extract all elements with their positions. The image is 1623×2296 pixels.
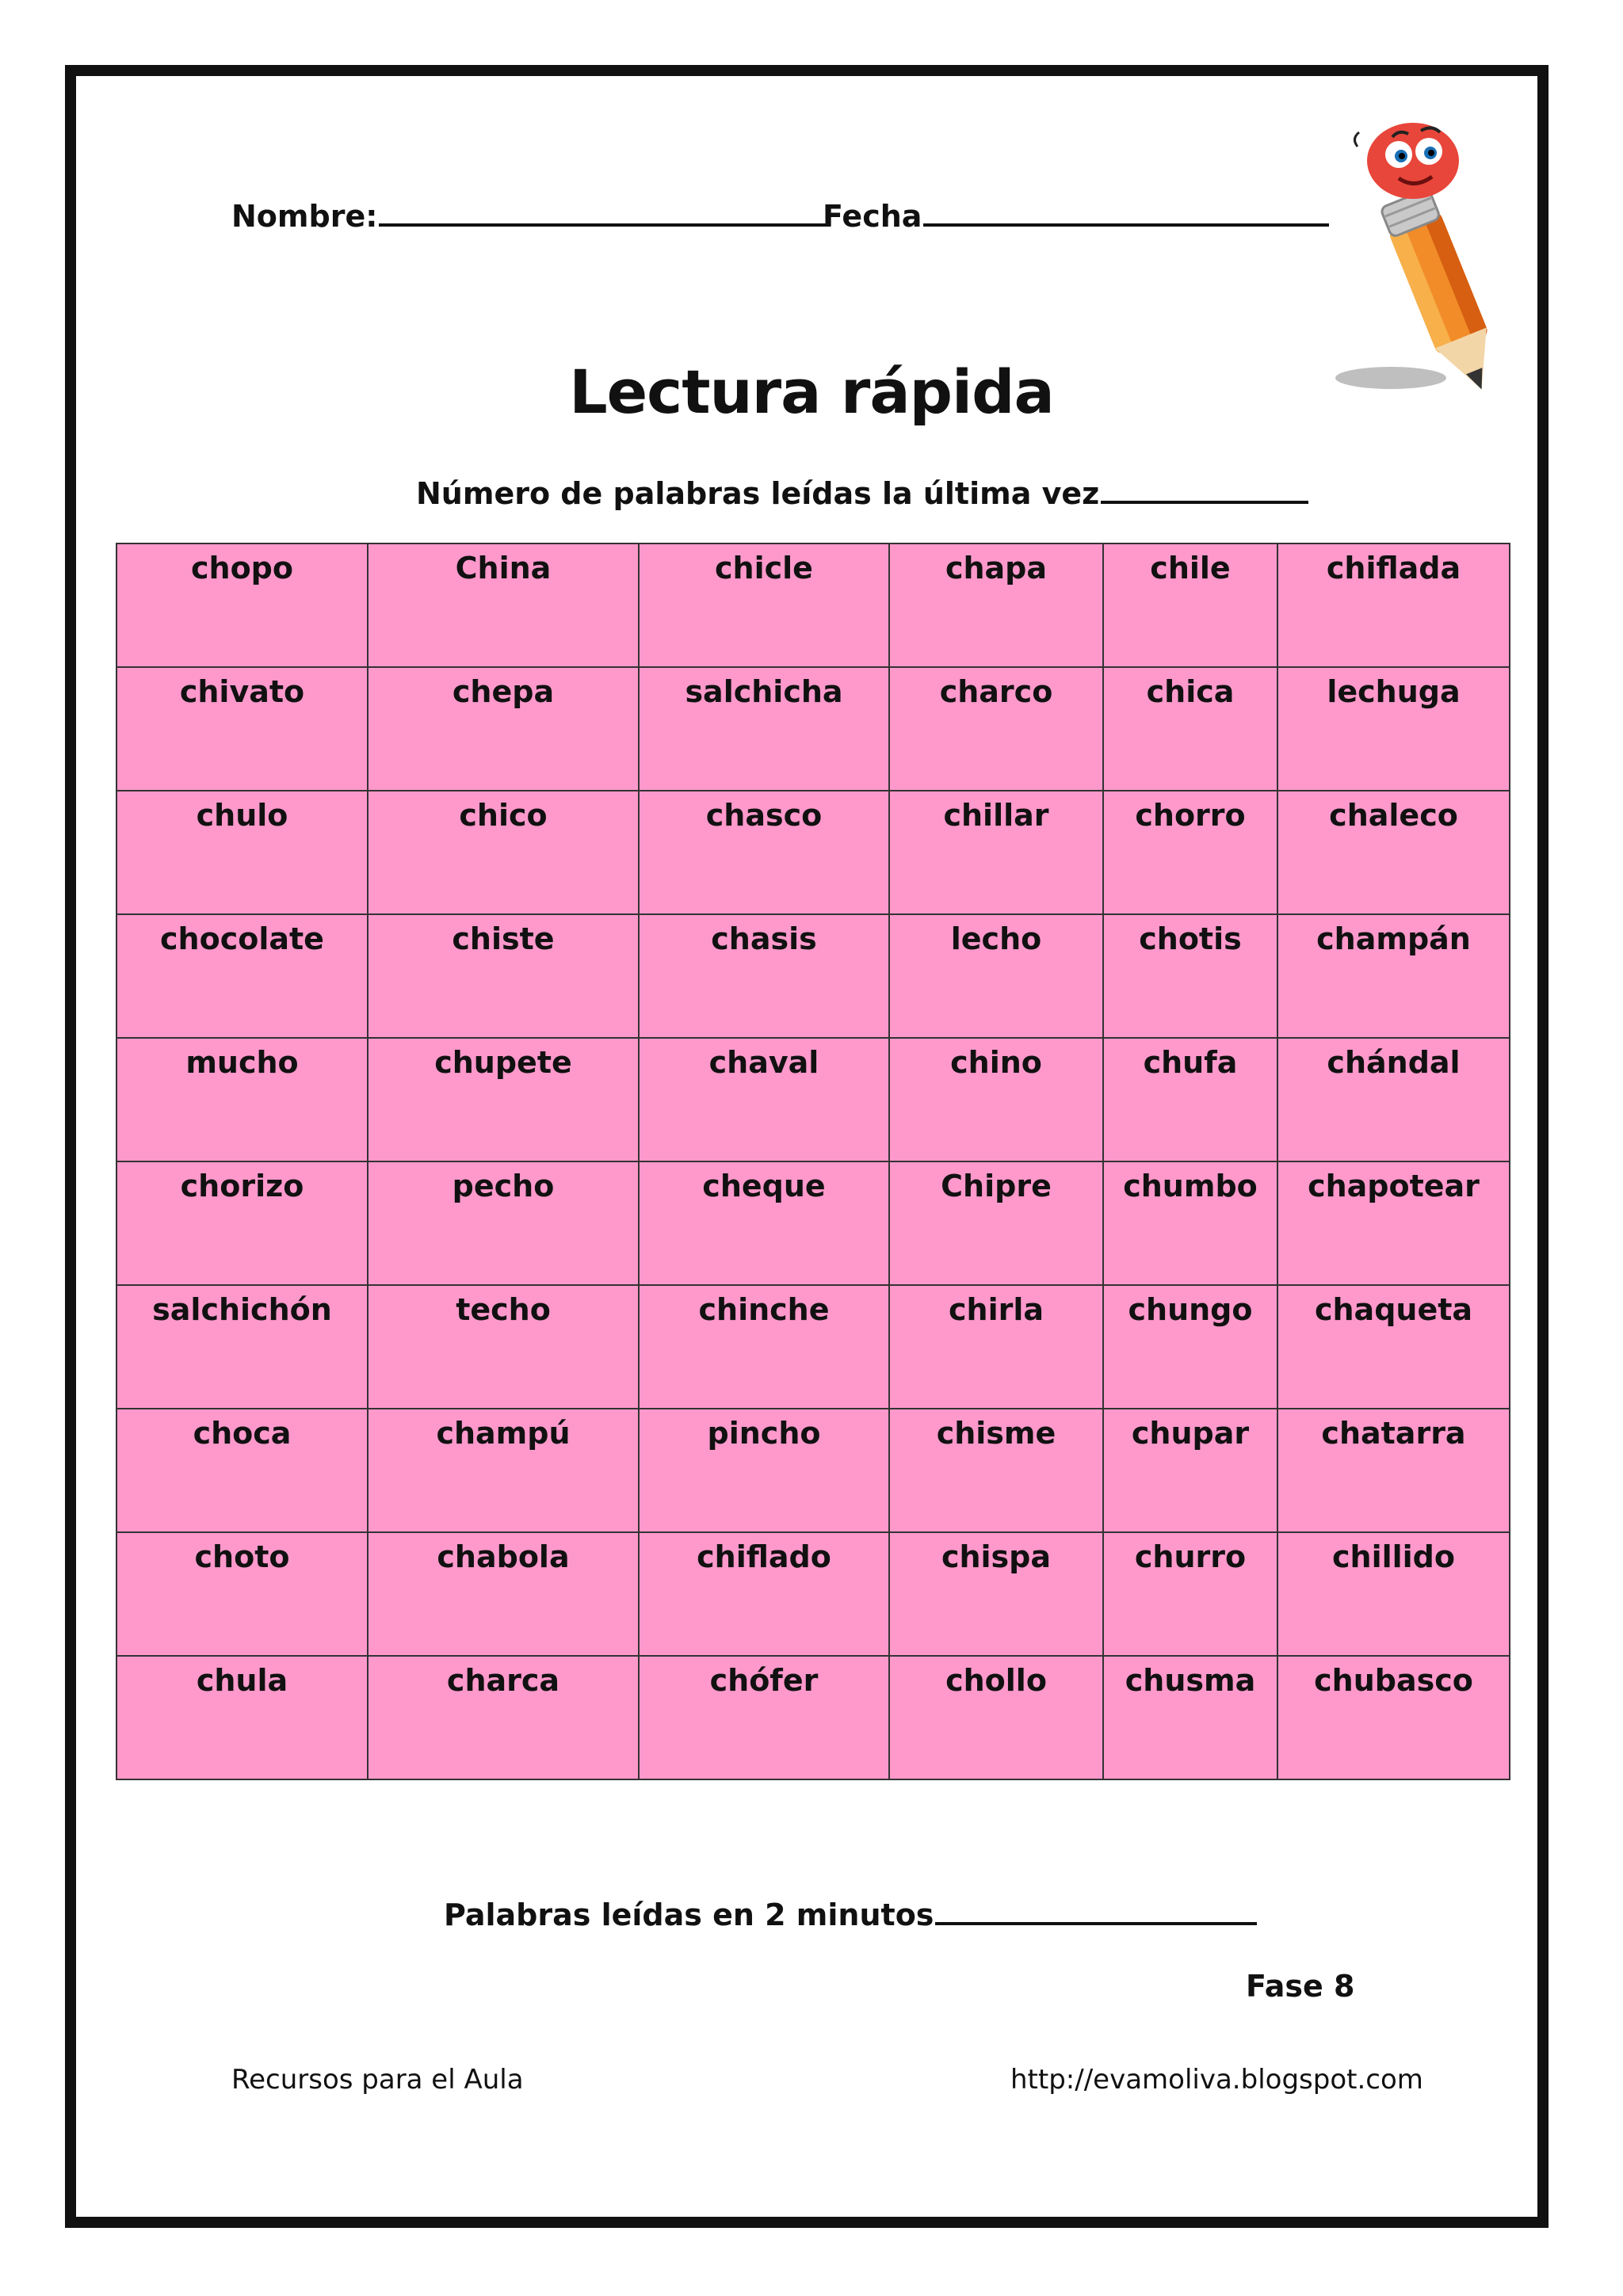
word-cell: chabola: [368, 1532, 639, 1656]
previous-count-field[interactable]: [416, 474, 1308, 511]
word-cell: chocolate: [116, 914, 368, 1038]
table-row: [116, 1532, 1510, 1656]
name-field[interactable]: [231, 196, 831, 234]
previous-count-blank-line[interactable]: [1101, 474, 1308, 504]
word-cell: chotis: [1103, 914, 1277, 1038]
word-cell: chulo: [116, 791, 368, 914]
word-cell: chufa: [1103, 1038, 1277, 1161]
table-row: [116, 1038, 1510, 1161]
table-row: [116, 1656, 1510, 1779]
footer-source: Recursos para el Aula: [231, 2064, 524, 2096]
word-cell: chupete: [368, 1038, 639, 1161]
word-cell: chinche: [639, 1285, 889, 1409]
date-blank-line[interactable]: [923, 196, 1329, 227]
page-title: Lectura rápida: [569, 357, 1054, 427]
word-cell: salchicha: [639, 667, 889, 791]
word-cell: charco: [889, 667, 1103, 791]
word-cell: chisme: [889, 1409, 1103, 1532]
word-cell: chiflada: [1277, 543, 1510, 667]
word-cell: chasis: [639, 914, 889, 1038]
word-cell: chaval: [639, 1038, 889, 1161]
word-cell: chollo: [889, 1656, 1103, 1779]
word-cell: chicle: [639, 543, 889, 667]
word-cell: chico: [368, 791, 639, 914]
word-cell: chiste: [368, 914, 639, 1038]
word-cell: chillido: [1277, 1532, 1510, 1656]
table-row: [116, 543, 1510, 667]
word-cell: chula: [116, 1656, 368, 1779]
words-read-field[interactable]: [444, 1895, 1257, 1932]
word-cell: chatarra: [1277, 1409, 1510, 1532]
table-row: [116, 667, 1510, 791]
word-cell: chica: [1103, 667, 1277, 791]
word-cell: choto: [116, 1532, 368, 1656]
word-cell: chino: [889, 1038, 1103, 1161]
table-row: [116, 914, 1510, 1038]
word-cell: Chipre: [889, 1161, 1103, 1285]
words-read-label: Palabras leídas en 2 minutos: [444, 1897, 934, 1932]
date-label: Fecha: [823, 199, 922, 234]
word-cell: lecho: [889, 914, 1103, 1038]
previous-count-label: Número de palabras leídas la última vez: [416, 476, 1100, 511]
word-cell: chasco: [639, 791, 889, 914]
phase-label: Fase 8: [1246, 1969, 1355, 2004]
word-cell: charca: [368, 1656, 639, 1779]
word-cell: pecho: [368, 1161, 639, 1285]
word-cell: champán: [1277, 914, 1510, 1038]
word-cell: chaqueta: [1277, 1285, 1510, 1409]
word-cell: cheque: [639, 1161, 889, 1285]
word-cell: pincho: [639, 1409, 889, 1532]
word-cell: chusma: [1103, 1656, 1277, 1779]
name-label: Nombre:: [231, 199, 378, 234]
word-cell: chándal: [1277, 1038, 1510, 1161]
word-cell: chopo: [116, 543, 368, 667]
word-cell: chapa: [889, 543, 1103, 667]
name-blank-line[interactable]: [379, 196, 831, 227]
word-cell: choca: [116, 1409, 368, 1532]
word-cell: chispa: [889, 1532, 1103, 1656]
word-cell: chungo: [1103, 1285, 1277, 1409]
table-row: [116, 1161, 1510, 1285]
word-cell: China: [368, 543, 639, 667]
word-cell: chorizo: [116, 1161, 368, 1285]
word-cell: chillar: [889, 791, 1103, 914]
word-cell: chiflado: [639, 1532, 889, 1656]
word-cell: chumbo: [1103, 1161, 1277, 1285]
word-cell: salchichón: [116, 1285, 368, 1409]
word-cell: chófer: [639, 1656, 889, 1779]
footer-url[interactable]: http://evamoliva.blogspot.com: [1010, 2064, 1423, 2096]
word-cell: chorro: [1103, 791, 1277, 914]
word-cell: churro: [1103, 1532, 1277, 1656]
word-cell: chupar: [1103, 1409, 1277, 1532]
word-cell: chivato: [116, 667, 368, 791]
word-cell: techo: [368, 1285, 639, 1409]
table-row: [116, 791, 1510, 914]
word-cell: chapotear: [1277, 1161, 1510, 1285]
words-read-blank-line[interactable]: [935, 1895, 1257, 1925]
word-cell: chirla: [889, 1285, 1103, 1409]
word-cell: chaleco: [1277, 791, 1510, 914]
date-field[interactable]: [823, 196, 1329, 234]
table-row: [116, 1285, 1510, 1409]
word-cell: chile: [1103, 543, 1277, 667]
table-row: [116, 1409, 1510, 1532]
word-cell: mucho: [116, 1038, 368, 1161]
word-table: [116, 543, 1510, 1780]
word-cell: champú: [368, 1409, 639, 1532]
word-cell: chubasco: [1277, 1656, 1510, 1779]
word-cell: chepa: [368, 667, 639, 791]
word-cell: lechuga: [1277, 667, 1510, 791]
